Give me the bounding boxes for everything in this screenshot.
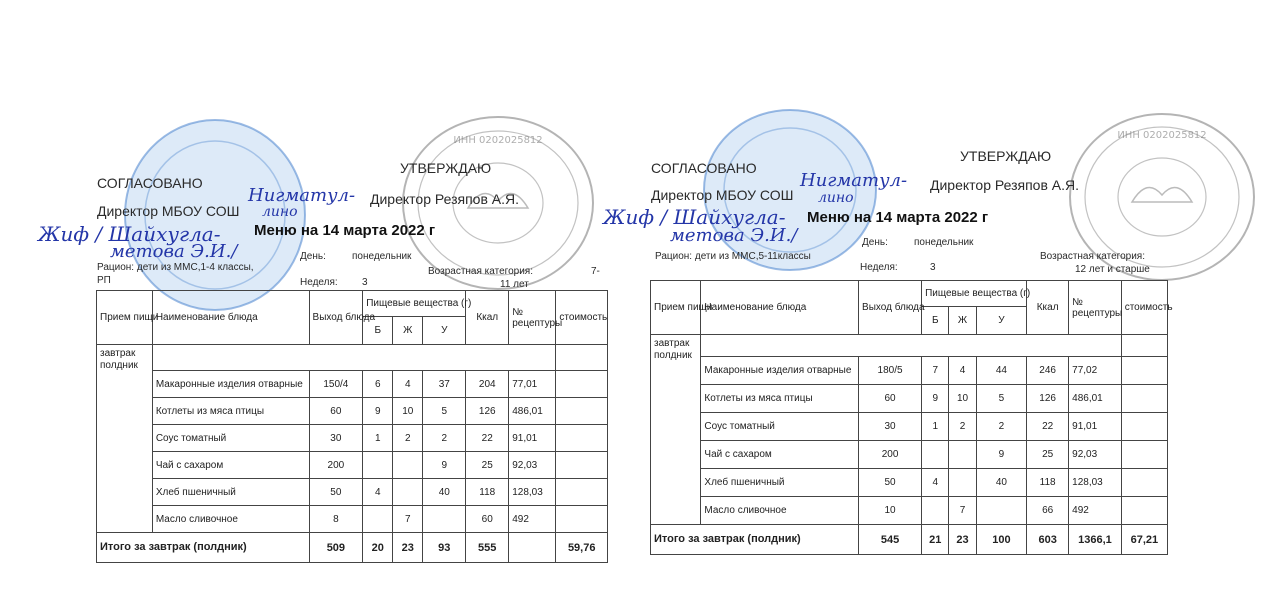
total-b: 20 [363, 533, 393, 563]
confirm-label: УТВЕРЖДАЮ [400, 160, 492, 176]
dish-name: Соус томатный [152, 425, 309, 452]
dish-yield: 8 [309, 506, 363, 533]
signature-handwriting-2: лино [262, 204, 298, 220]
dish-recipe: 77,01 [509, 371, 556, 398]
menu-title: Меню на 14 марта 2022 г [807, 209, 989, 226]
header-meal: Прием пищи [97, 291, 153, 345]
signature-handwriting-left-1: Жиф / Шайхугла- [603, 205, 786, 229]
dish-recipe: 492 [509, 506, 556, 533]
dish-recipe: 92,03 [509, 452, 556, 479]
dish-kcal: 22 [466, 425, 509, 452]
dish-b: 1 [922, 413, 949, 441]
dish-name: Чай с сахаром [701, 441, 859, 469]
header-kcal: Ккал [1027, 281, 1069, 335]
header-cost: стоимость [556, 291, 608, 345]
dish-b [922, 497, 949, 525]
dish-b: 7 [922, 357, 949, 385]
table-row [651, 441, 1168, 469]
dish-u: 37 [423, 371, 466, 398]
week-value: 3 [930, 262, 936, 273]
total-yield: 509 [309, 533, 363, 563]
dish-recipe: 92,03 [1069, 441, 1122, 469]
header-yield: Выход блюда [309, 291, 363, 345]
dish-u: 5 [423, 398, 466, 425]
dish-u: 2 [423, 425, 466, 452]
header-recipe: № рецептуры [509, 291, 556, 345]
day-label: День: [300, 251, 326, 262]
total-zh: 23 [393, 533, 423, 563]
dish-recipe: 128,03 [1069, 469, 1122, 497]
signature-handwriting-1: Нигматул- [248, 185, 356, 206]
dish-yield: 180/5 [859, 357, 922, 385]
menu-table [650, 280, 1173, 555]
total-row [651, 525, 1168, 555]
dish-u: 44 [976, 357, 1026, 385]
menu-title: Меню на 14 марта 2022 г [254, 222, 436, 239]
dish-recipe: 486,01 [509, 398, 556, 425]
header-u: У [976, 307, 1026, 335]
dish-recipe: 128,03 [509, 479, 556, 506]
director-school-line: Директор МБОУ СОШ [651, 187, 794, 203]
dish-name: Котлеты из мяса птицы [152, 398, 309, 425]
total-u: 93 [423, 533, 466, 563]
approved-label: СОГЛАСОВАНО [651, 160, 757, 176]
table-row [651, 413, 1168, 441]
dish-yield: 60 [859, 385, 922, 413]
week-value: 3 [362, 277, 368, 288]
dish-zh: 4 [949, 357, 976, 385]
total-label: Итого за завтрак (полдник) [97, 533, 310, 563]
header-nutrients: Пищевые вещества (г) [922, 281, 1027, 307]
week-label: Неделя: [300, 277, 338, 288]
total-yield: 545 [859, 525, 922, 555]
meal-snack: полдник [654, 350, 692, 361]
dish-name: Масло сливочное [701, 497, 859, 525]
signature-handwriting-2: лино [818, 190, 854, 206]
total-kcal: 603 [1027, 525, 1069, 555]
dish-name: Соус томатный [701, 413, 859, 441]
dish-recipe: 486,01 [1069, 385, 1122, 413]
approved-label: СОГЛАСОВАНО [97, 175, 203, 191]
confirm-label: УТВЕРЖДАЮ [960, 148, 1052, 164]
week-label: Неделя: [860, 262, 898, 273]
dish-name: Чай с сахаром [152, 452, 309, 479]
dish-kcal: 246 [1027, 357, 1069, 385]
director-name: Директор Резяпов А.Я. [370, 191, 519, 207]
dish-recipe: 91,01 [509, 425, 556, 452]
day-label: День: [862, 237, 888, 248]
total-cost: 59,76 [556, 533, 608, 563]
meal-breakfast: завтрак [654, 338, 690, 349]
dish-u: 40 [423, 479, 466, 506]
ration-label-2: РП [97, 275, 111, 286]
dish-u: 9 [423, 452, 466, 479]
dish-kcal: 204 [466, 371, 509, 398]
dish-b: 9 [922, 385, 949, 413]
header-kcal: Ккал [466, 291, 509, 345]
header-dish: Наименование блюда [152, 291, 309, 345]
dish-name: Хлеб пшеничный [152, 479, 309, 506]
dish-name: Макаронные изделия отварные [701, 357, 859, 385]
dish-kcal: 126 [1027, 385, 1069, 413]
table-row [651, 385, 1168, 413]
dish-recipe: 91,01 [1069, 413, 1122, 441]
director-name: Директор Резяпов А.Я. [930, 177, 1079, 193]
dish-yield: 10 [859, 497, 922, 525]
header-zh: Ж [949, 307, 976, 335]
dish-yield: 200 [859, 441, 922, 469]
dish-kcal: 25 [466, 452, 509, 479]
age-value-a: 7- [591, 266, 600, 277]
dish-b [922, 441, 949, 469]
age-value-b: 12 лет и старше [1075, 264, 1150, 275]
stamp-inn-text: ИНН 0202025812 [1117, 130, 1207, 141]
signature-handwriting-left-2: метова Э.И./ [110, 241, 238, 262]
header-zh: Ж [393, 317, 423, 345]
dish-b: 4 [363, 479, 393, 506]
total-cost: 67,21 [1121, 525, 1167, 555]
dish-yield: 30 [859, 413, 922, 441]
table-row [651, 357, 1168, 385]
header-b: Б [922, 307, 949, 335]
dish-u: 5 [976, 385, 1026, 413]
dish-name: Котлеты из мяса птицы [701, 385, 859, 413]
dish-name: Масло сливочное [152, 506, 309, 533]
total-zh: 23 [949, 525, 976, 555]
dish-zh: 4 [393, 371, 423, 398]
dish-zh: 2 [949, 413, 976, 441]
dish-u: 9 [976, 441, 1026, 469]
dish-u: 40 [976, 469, 1026, 497]
day-value: понедельник [914, 237, 974, 248]
day-value: понедельник [352, 251, 412, 262]
signature-handwriting-left-1: Жиф / Шайхугла- [38, 222, 221, 246]
dish-zh: 10 [949, 385, 976, 413]
header-dish: Наименование блюда [701, 281, 859, 335]
dish-kcal: 126 [466, 398, 509, 425]
dish-b: 9 [363, 398, 393, 425]
age-value-b: 11 лет [500, 279, 529, 290]
dish-zh: 2 [393, 425, 423, 452]
dish-zh: 7 [393, 506, 423, 533]
total-kcal: 555 [466, 533, 509, 563]
header-cost: стоимость [1121, 281, 1167, 335]
dish-yield: 200 [309, 452, 363, 479]
dish-b: 1 [363, 425, 393, 452]
meal-cell [651, 335, 701, 525]
dish-kcal: 118 [466, 479, 509, 506]
dish-zh [949, 469, 976, 497]
table-row [651, 469, 1168, 497]
dish-kcal: 66 [1027, 497, 1069, 525]
dish-name: Хлеб пшеничный [701, 469, 859, 497]
total-recipe: 1366,1 [1069, 525, 1122, 555]
header-meal: Прием пищи [651, 281, 701, 335]
dish-name: Макаронные изделия отварные [152, 371, 309, 398]
table-row [651, 497, 1168, 525]
signature-handwriting-left-2: метова Э.И./ [670, 225, 798, 246]
header-recipe: № рецептуры [1069, 281, 1122, 335]
dish-u: 2 [976, 413, 1026, 441]
dish-zh [949, 441, 976, 469]
dish-yield: 150/4 [309, 371, 363, 398]
dish-kcal: 60 [466, 506, 509, 533]
dish-recipe: 492 [1069, 497, 1122, 525]
header-u: У [423, 317, 466, 345]
total-b: 21 [922, 525, 949, 555]
dish-yield: 30 [309, 425, 363, 452]
ration-label: Рацион: дети из ММС,5-11классы [655, 251, 811, 262]
age-label: Возрастная категория: [1040, 251, 1145, 262]
header-yield: Выход блюда [859, 281, 922, 335]
dish-b: 4 [922, 469, 949, 497]
stamp-inn-text: ИНН 0202025812 [453, 135, 543, 146]
dish-yield: 50 [309, 479, 363, 506]
total-label: Итого за завтрак (полдник) [651, 525, 859, 555]
dish-kcal: 118 [1027, 469, 1069, 497]
dish-yield: 50 [859, 469, 922, 497]
age-label: Возрастная категория: [428, 266, 533, 277]
dish-recipe: 77,02 [1069, 357, 1122, 385]
total-u: 100 [976, 525, 1026, 555]
ration-label: Рацион: дети из ММС,1-4 классы, [97, 262, 254, 273]
signature-handwriting-1: Нигматул- [800, 170, 908, 191]
dish-b: 6 [363, 371, 393, 398]
header-b: Б [363, 317, 393, 345]
dish-yield: 60 [309, 398, 363, 425]
meal-breakfast: завтрак [100, 348, 136, 359]
director-school-line: Директор МБОУ СОШ [97, 203, 240, 219]
dish-u [976, 497, 1026, 525]
dish-zh: 10 [393, 398, 423, 425]
dish-kcal: 22 [1027, 413, 1069, 441]
dish-zh: 7 [949, 497, 976, 525]
meal-snack: полдник [100, 360, 138, 371]
dish-kcal: 25 [1027, 441, 1069, 469]
header-nutrients: Пищевые вещества (г) [363, 291, 466, 317]
